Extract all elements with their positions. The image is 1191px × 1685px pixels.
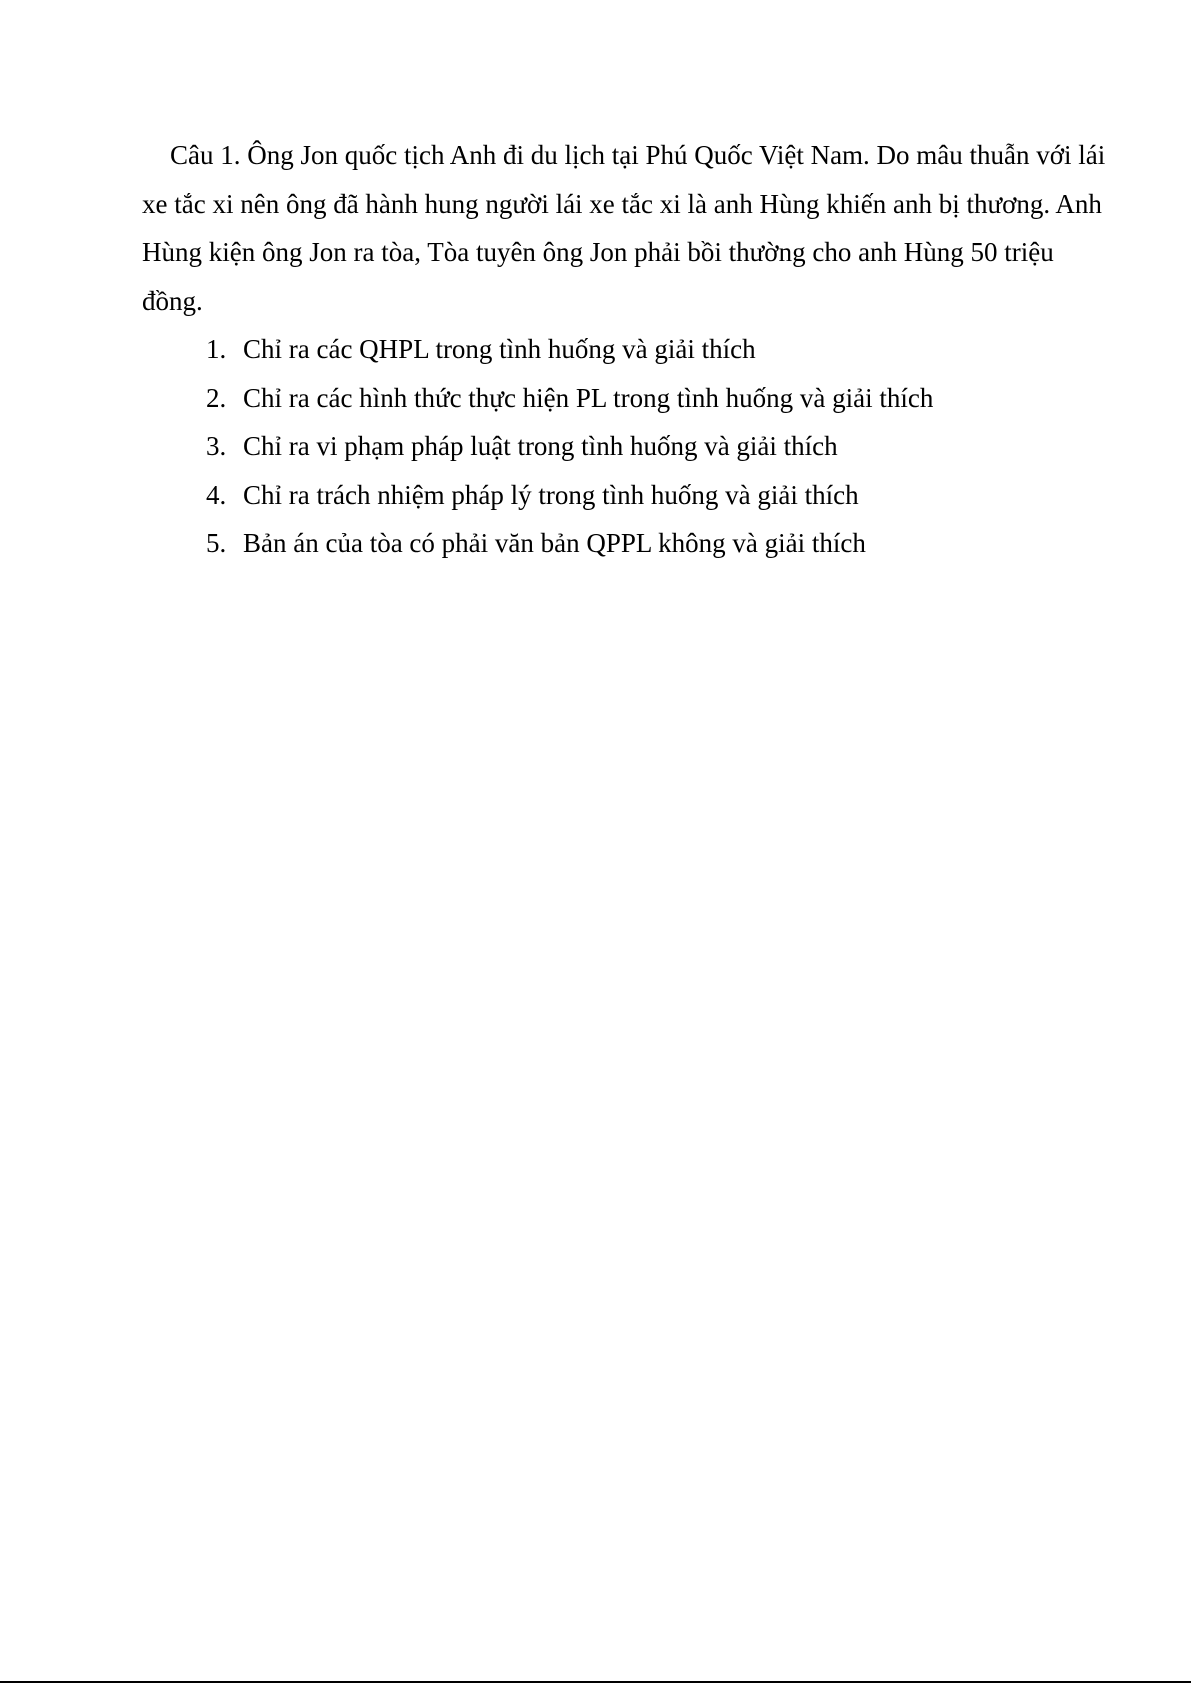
list-item-number: 4. [206, 479, 227, 510]
list-item-number: 3. [206, 431, 227, 461]
question-paragraph: Câu 1. Ông Jon quốc tịch Anh đi du lịch tại Phú Quốc Việt Nam. Do mâu thuẫn với lái xe tắc xi nên ông đã hành hung người lái xe tắc xi là anh Hùng khiến anh bị thương. Anh Hùng kiện ông Jon ra tòa, Tòa tuyên ông Jon phải bồi thường cho anh Hùng 50 triệu đồng. [142, 140, 1106, 316]
list-item-text: Chỉ ra vi phạm pháp luật trong tình huống và giải thích [243, 431, 838, 461]
list-item-number: 2. [206, 382, 227, 413]
list-item-text: Chỉ ra trách nhiệm pháp lý trong tình huống và giải thích [243, 479, 859, 510]
list-item-number: 1. [206, 334, 227, 364]
list-item-text: Chỉ ra các hình thức thực hiện PL trong tình huống và giải thích [243, 382, 934, 413]
footer-divider [0, 1681, 1191, 1683]
list-item-number: 5. [206, 528, 227, 558]
list-item-text: Chỉ ra các QHPL trong tình huống và giải thích [243, 334, 756, 364]
list-item-text: Bản án của tòa có phải văn bản QPPL không và giải thích [243, 528, 866, 558]
